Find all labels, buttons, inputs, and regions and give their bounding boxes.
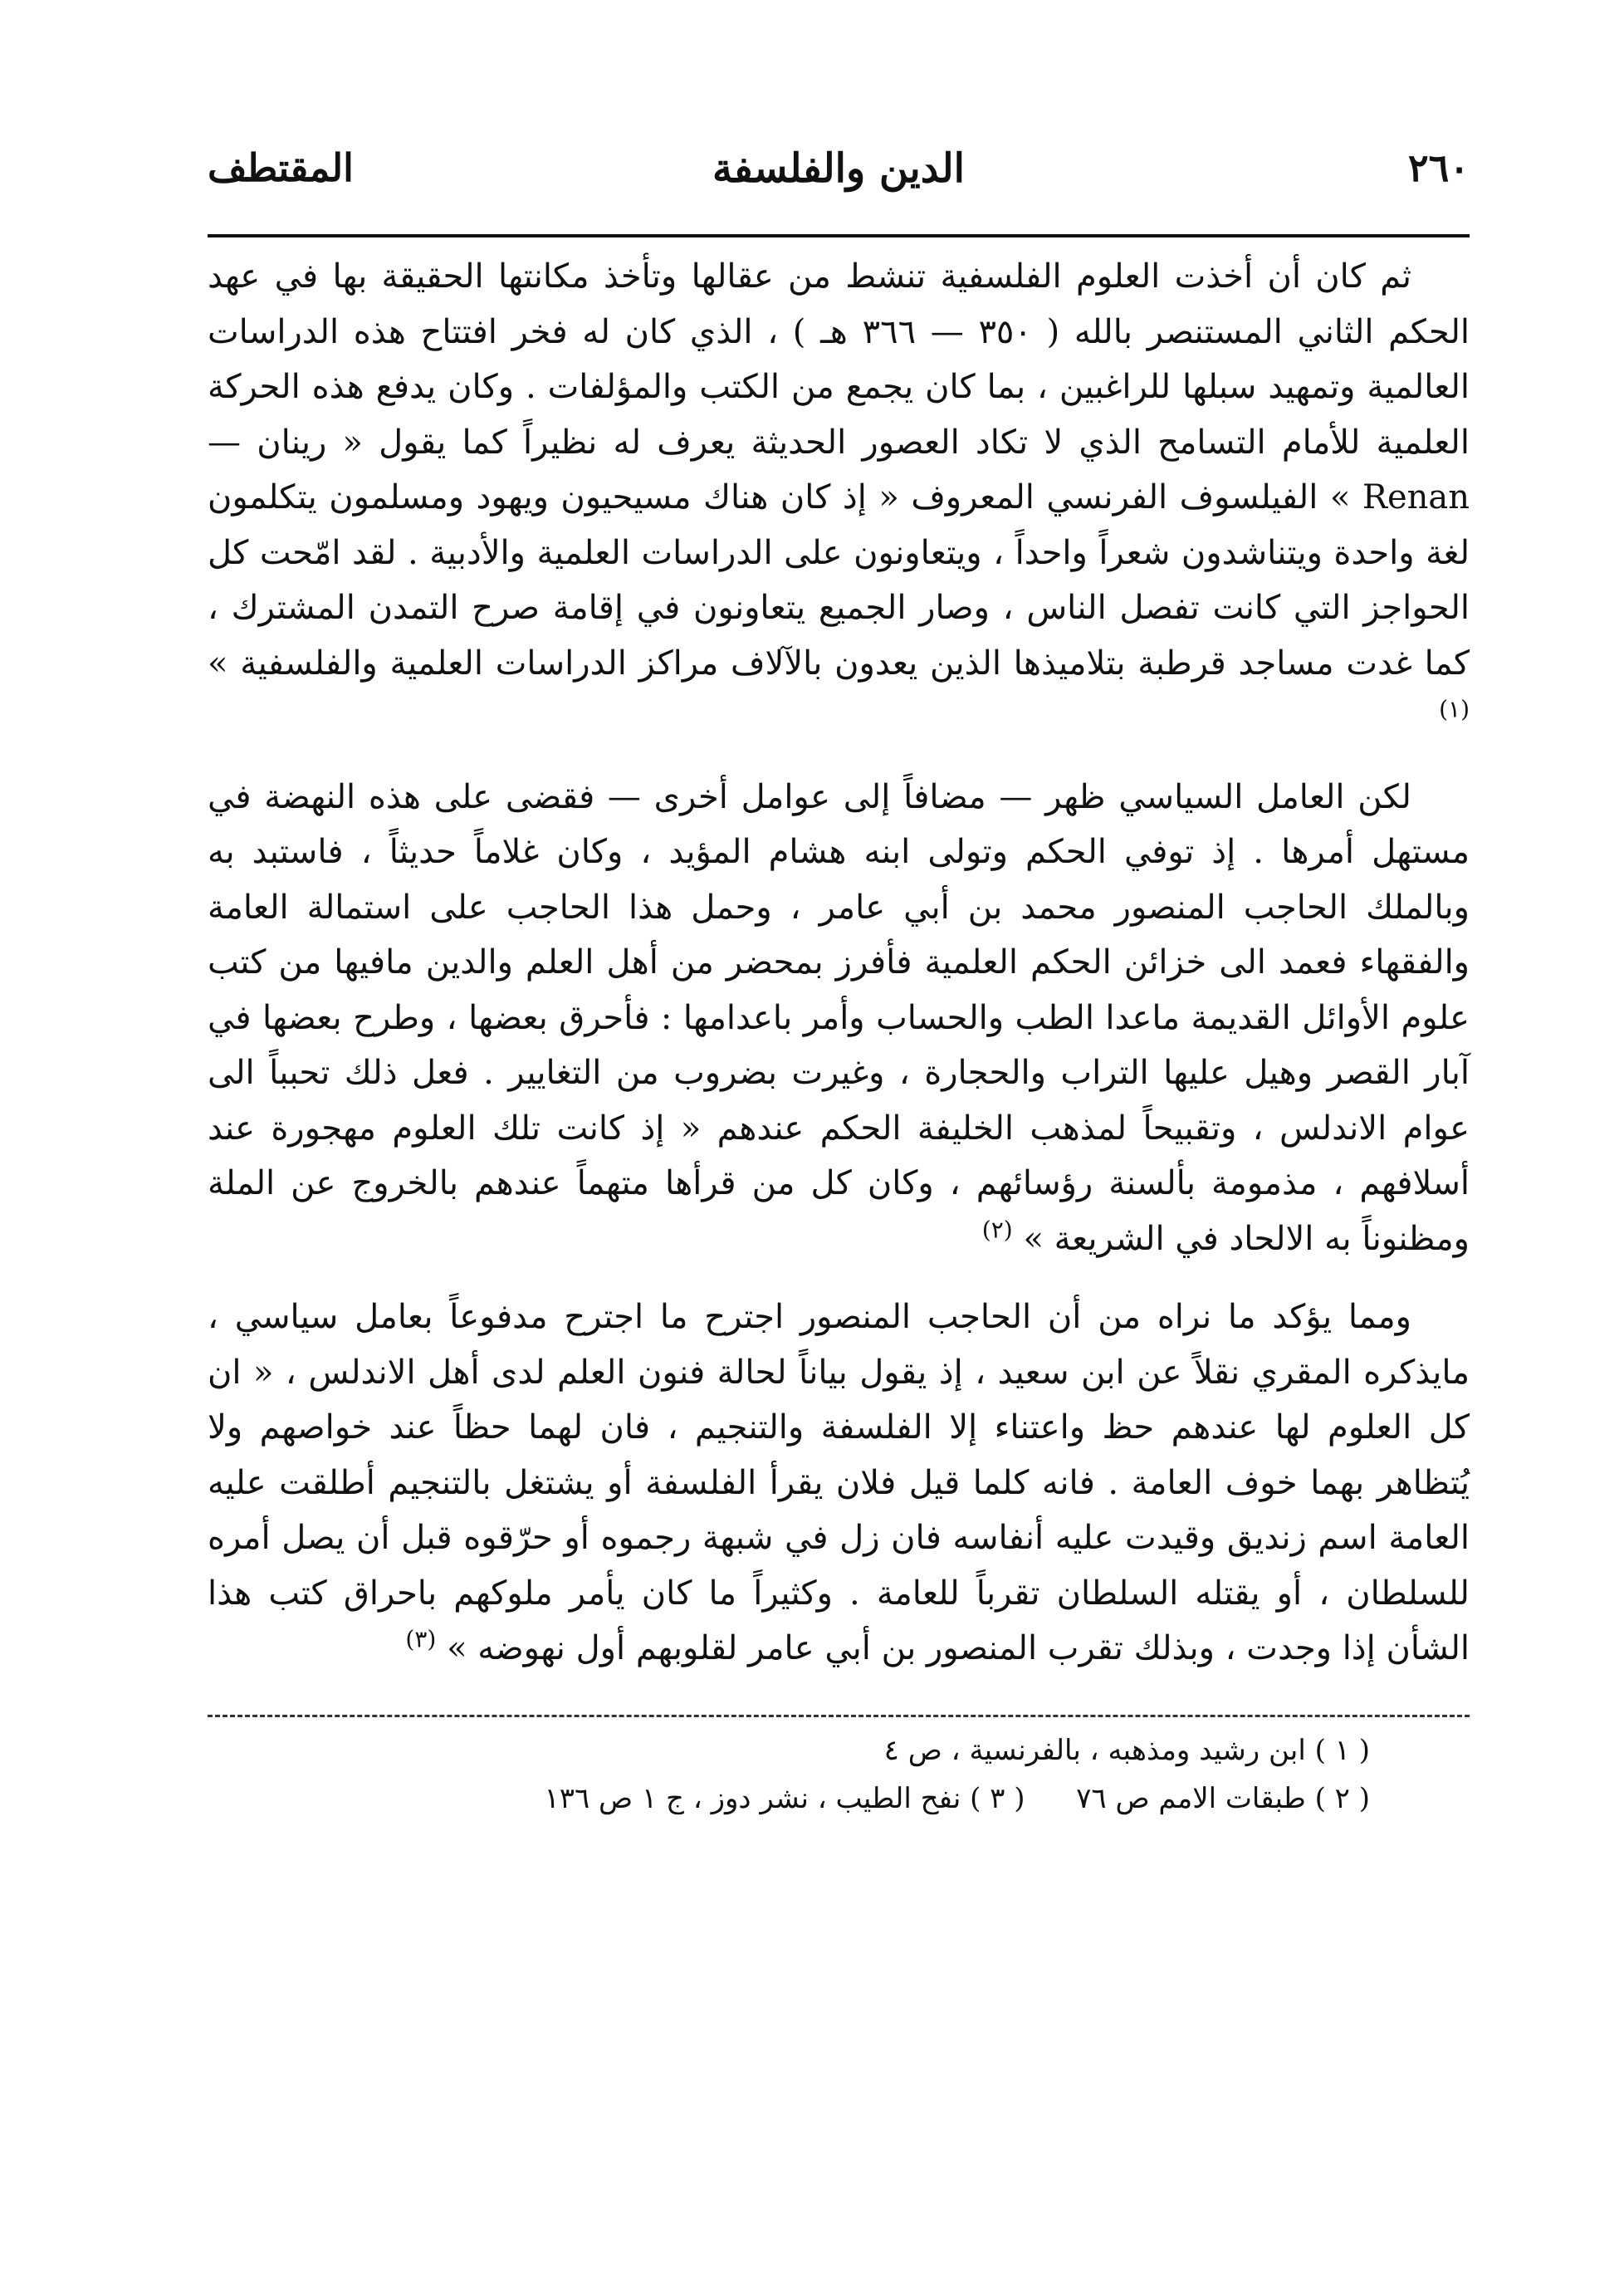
footnote-2-3 [208, 1775, 1470, 1823]
footnote-separator [208, 1715, 1470, 1717]
running-title: الدين والفلسفة [712, 145, 965, 192]
footnote-ref-2: (٢) [981, 1216, 1013, 1244]
journal-name: المقتطف [208, 145, 354, 190]
footnote-ref-1: (١) [1439, 695, 1470, 723]
latin-name: Renan [1362, 478, 1470, 516]
paragraph-2 [208, 770, 1470, 1267]
paragraph-1 [208, 249, 1470, 747]
paragraph-1-text-cont: » الفيلسوف الفرنسي المعروف « إذ كان هناك مسيحيون ويهود ومسلمون يتكلمون لغة واحدة ويتناشدون شعراً واحداً ، ويتعاونون على الدراسات العلمية والأدبية . لقد امّحت كل الحواجز التي كانت تفصل الناس ، وصار الجميع يتعاونون في إقامة صرح التمدن المشترك ، كما غدت مساجد قرطبة بتلاميذها الذين يعدون بالآلاف مراكز الدراسات العلمية والفلسفية » [208, 478, 1470, 683]
footnote-2-text: ( ٢ ) طبقات الامم ص ٧٦ [1076, 1782, 1370, 1815]
footnote-3-text: ( ٣ ) نفح الطيب ، نشر دوز ، ج ١ ص ١٣٦ [544, 1782, 1025, 1815]
footnote-ref-3: (٣) [405, 1625, 437, 1653]
paragraph-1-text: ثم كان أن أخذت العلوم الفلسفية تنشط من عقالها وتأخذ مكانتها الحقيقة بها في عهد الحكم الثاني المستنصر بالله ( ٣٥٠ — ٣٦٦ هـ ) ، الذي كان له فخر افتتاح هذه الدراسات العالمية وتمهيد سبلها للراغبين ، بما كان يجمع من الكتب والمؤلفات . وكان يدفع هذه الحركة العلمية للأمام التسامح الذي لا تكاد العصور الحديثة يعرف له نظيراً كما يقول « رينان — [208, 257, 1470, 462]
paragraph-3-text: ومما يؤكد ما نراه من أن الحاجب المنصور اجترح ما اجترح مدفوعاً بعامل سياسي ، مايذكره المقري نقلاً عن ابن سعيد ، إذ يقول بياناً لحالة فنون العلم لدى أهل الاندلس ، « ان كل العلوم لها عندهم حظ واعتناء إلا الفلسفة والتنجيم ، فان لهما حظاً عند خواصهم ولا يُتظاهر بهما خوف العامة . فانه كلما قيل فلان يقرأ الفلسفة أو يشتغل بالتنجيم أطلقت عليه العامة اسم زنديق وقيدت عليه أنفاسه فان زل في شبهة رجموه أو حرّقوه قبل أن يصل أمره للسلطان ، أو يقتله السلطان تقرباً للعامة . وكثيراً ما كان يأمر ملوكهم باحراق كتب هذا الشأن إذا وجدت ، وبذلك تقرب المنصور بن أبي عامر لقلوبهم أول نهوضه » [208, 1298, 1470, 1667]
paragraph-2-text: لكن العامل السياسي ظهر — مضافاً إلى عوامل أخرى — فقضى على هذه النهضة في مستهل أمرها . إذ توفي الحكم وتولى ابنه هشام المؤيد ، وكان غلاماً حديثاً ، فاستبد به وبالملك الحاجب المنصور محمد بن أبي عامر ، وحمل هذا الحاجب على استمالة العامة والفقهاء فعمد الى خزائن الحكم العلمية فأفرز بمحضر من أهل العلم والدين مافيها من كتب علوم الأوائل القديمة ماعدا الطب والحساب وأمر باعدامها : فأحرق بعضها ، وطرح بعضها في آبار القصر وهيل عليها التراب والحجارة ، وغيرت بضروب من التغايير . فعل ذلك تحبباً الى عوام الاندلس ، وتقبيحاً لمذهب الخليفة الحكم عندهم « إذ كانت تلك العلوم مهجورة عند أسلافهم ، مذمومة بألسنة رؤسائهم ، وكان كل من قرأها متهماً عندهم بالخروج عن الملة ومظنوناً به الالحاد في الشريعة » [208, 777, 1470, 1258]
footnotes [208, 1726, 1470, 1823]
footnote-1-text: ( ١ ) ابن رشيد ومذهبه ، بالفرنسية ، ص ٤ [883, 1734, 1370, 1767]
page-number: ٢٦٠ [1407, 145, 1470, 190]
article-body [208, 249, 1470, 1677]
header-rule [208, 234, 1470, 237]
paragraph-3 [208, 1290, 1470, 1677]
footnote-1 [208, 1726, 1470, 1775]
running-header [208, 145, 1470, 203]
